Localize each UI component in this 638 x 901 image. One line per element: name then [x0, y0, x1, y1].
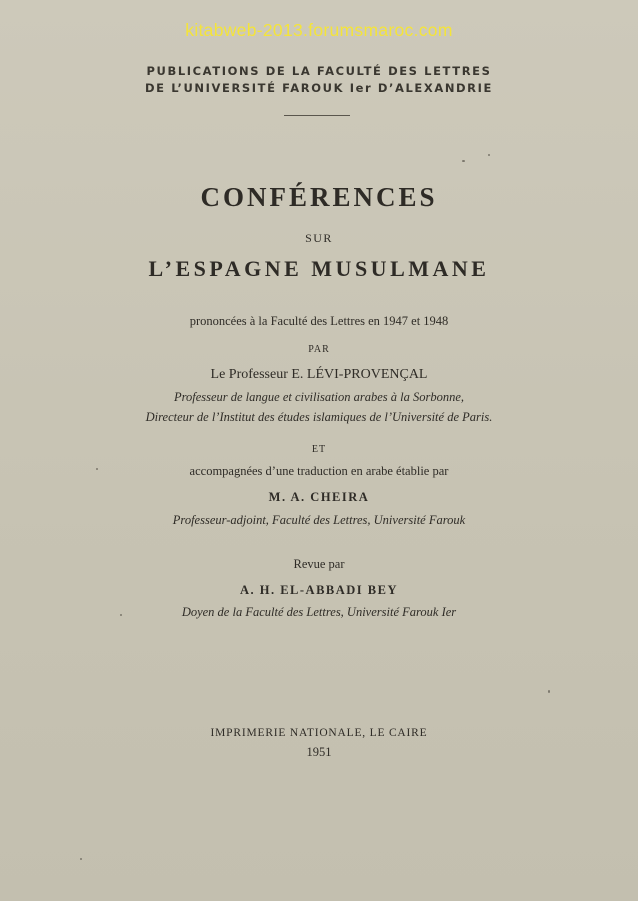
publication-year: 1951: [306, 745, 332, 759]
par-label: PAR: [308, 344, 330, 355]
et-label: ET: [311, 444, 327, 455]
paper-speck: [548, 690, 550, 693]
divider-rule: [284, 115, 350, 116]
translator-name: M. A. CHEIRA: [268, 490, 370, 504]
watermark: kitabweb-2013.forumsmaroc.com: [185, 20, 453, 40]
reviewer-role: Doyen de la Faculté des Lettres, Université Farouk Ier: [181, 605, 457, 619]
translator-role: Professeur-adjoint, Faculté des Lettres, Université Farouk: [172, 513, 466, 527]
revue-label: Revue par: [293, 557, 345, 571]
author-role-1: Professeur de langue et civilisation arabes à la Sorbonne,: [173, 390, 465, 404]
publisher-line-2: DE L’UNIVERSITÉ FAROUK Ier D’ALEXANDRIE: [145, 81, 493, 95]
author-name: Le Professeur E. LÉVI-PROVENÇAL: [210, 367, 428, 382]
sur-label: SUR: [305, 231, 333, 245]
paper-speck: [488, 154, 490, 156]
paper-speck: [462, 160, 465, 162]
translation-line: accompagnées d’une traduction en arabe établie par: [189, 464, 449, 478]
reviewer-name: A. H. EL-ABBADI BEY: [239, 583, 399, 597]
delivered-line: prononcées à la Faculté des Lettres en 1947 et 1948: [189, 314, 449, 328]
subject-title: L’ESPAGNE MUSULMANE: [148, 256, 490, 281]
paper-speck: [96, 468, 98, 470]
publisher-line-1: PUBLICATIONS DE LA FACULTÉ DES LETTRES: [146, 64, 492, 78]
paper-speck: [80, 858, 82, 860]
author-role-2: Directeur de l’Institut des études islamiques de l’Université de Paris.: [145, 410, 493, 424]
main-title: CONFÉRENCES: [200, 182, 438, 212]
paper-speck: [120, 614, 122, 616]
printer-line: IMPRIMERIE NATIONALE, LE CAIRE: [210, 727, 428, 739]
